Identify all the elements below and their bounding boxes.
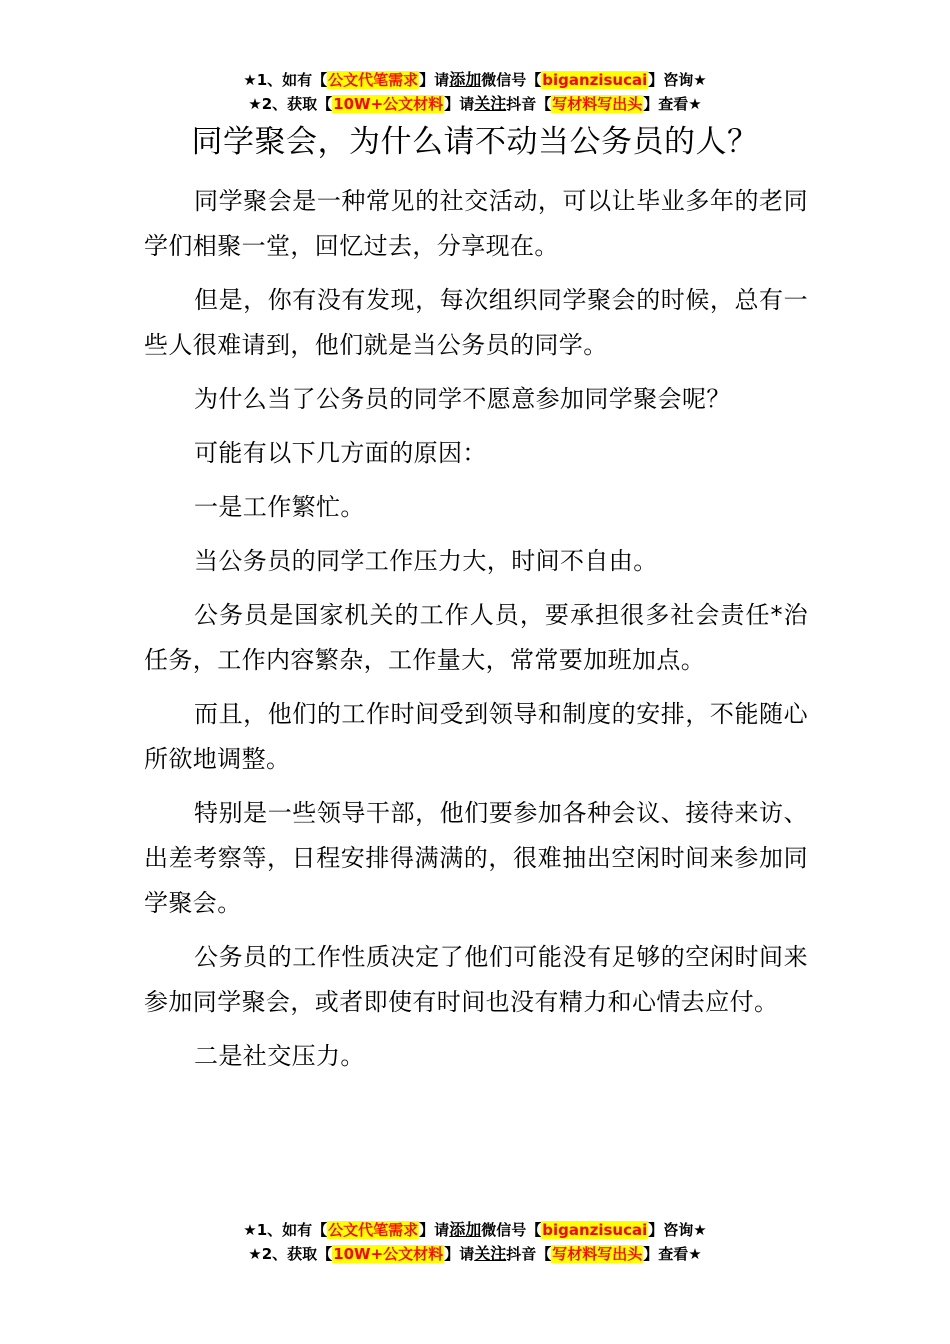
banner-text: ★1、如有【	[243, 71, 328, 89]
banner-line-2	[0, 1242, 950, 1266]
banner-text: 微信号【	[481, 1221, 542, 1239]
section-heading: 二是社交压力。	[194, 1042, 365, 1070]
header-banner	[0, 68, 950, 116]
banner-text: 】请	[419, 1221, 450, 1239]
paragraph: 可能有以下几方面的原因：	[194, 439, 487, 467]
douyin-account-highlight: 写材料写出头	[552, 1245, 643, 1263]
banner-text: ★1、如有【	[243, 1221, 328, 1239]
banner-line-1	[0, 68, 950, 92]
paragraph: 而且，他们的工作时间受到领导和制度的安排，不能随心所欲地调整。	[144, 700, 808, 773]
banner-text: 】查看★	[643, 95, 702, 113]
banner-line-1	[0, 1218, 950, 1242]
wechat-id-highlight: biganzisucai	[542, 1221, 648, 1239]
paragraph: 特别是一些领导干部，他们要参加各种会议、接待来访、出差考察等，日程安排得满满的，很难抽出空闲时间来参加同学聚会。	[144, 799, 808, 917]
banner-text: ★2、获取【	[248, 95, 333, 113]
document-body	[144, 179, 808, 1088]
banner-text: ★2、获取【	[248, 1245, 333, 1263]
banner-text: 抖音【	[506, 95, 552, 113]
paragraph: 为什么当了公务员的同学不愿意参加同学聚会呢？	[194, 385, 731, 413]
banner-text: 】咨询★	[648, 71, 707, 89]
emphasis-text: 关注	[474, 1244, 507, 1263]
section-heading: 一是工作繁忙。	[194, 493, 365, 521]
wechat-id-highlight: biganzisucai	[542, 71, 648, 89]
highlight-text: 公文代笔需求	[328, 71, 419, 89]
banner-text: 】请	[444, 95, 475, 113]
emphasis-text: 添加	[449, 1220, 482, 1239]
douyin-account-highlight: 写材料写出头	[552, 95, 643, 113]
footer-banner	[0, 1218, 950, 1266]
paragraph: 当公务员的同学工作压力大，时间不自由。	[194, 547, 658, 575]
paragraph: 但是，你有没有发现，每次组织同学聚会的时候，总有一些人很难请到，他们就是当公务员的同学。	[144, 286, 808, 359]
banner-text: 】查看★	[643, 1245, 702, 1263]
highlight-text: 公文代笔需求	[328, 1221, 419, 1239]
emphasis-text: 关注	[474, 94, 507, 113]
highlight-text: 10W+公文材料	[333, 1245, 444, 1263]
banner-line-2	[0, 92, 950, 116]
banner-text: 】请	[444, 1245, 475, 1263]
banner-text: 】请	[419, 71, 450, 89]
highlight-text: 10W+公文材料	[333, 95, 444, 113]
paragraph: 同学聚会是一种常见的社交活动，可以让毕业多年的老同学们相聚一堂，回忆过去，分享现在。	[144, 187, 808, 260]
document-title: 同学聚会，为什么请不动当公务员的人？	[191, 124, 759, 160]
paragraph: 公务员是国家机关的工作人员，要承担很多社会责任*治任务，工作内容繁杂，工作量大，常常要加班加点。	[144, 601, 808, 674]
emphasis-text: 添加	[449, 70, 482, 89]
banner-text: 微信号【	[481, 71, 542, 89]
banner-text: 抖音【	[506, 1245, 552, 1263]
paragraph: 公务员的工作性质决定了他们可能没有足够的空闲时间来参加同学聚会，或者即使有时间也没有精力和心情去应付。	[144, 943, 808, 1016]
banner-text: 】咨询★	[648, 1221, 707, 1239]
